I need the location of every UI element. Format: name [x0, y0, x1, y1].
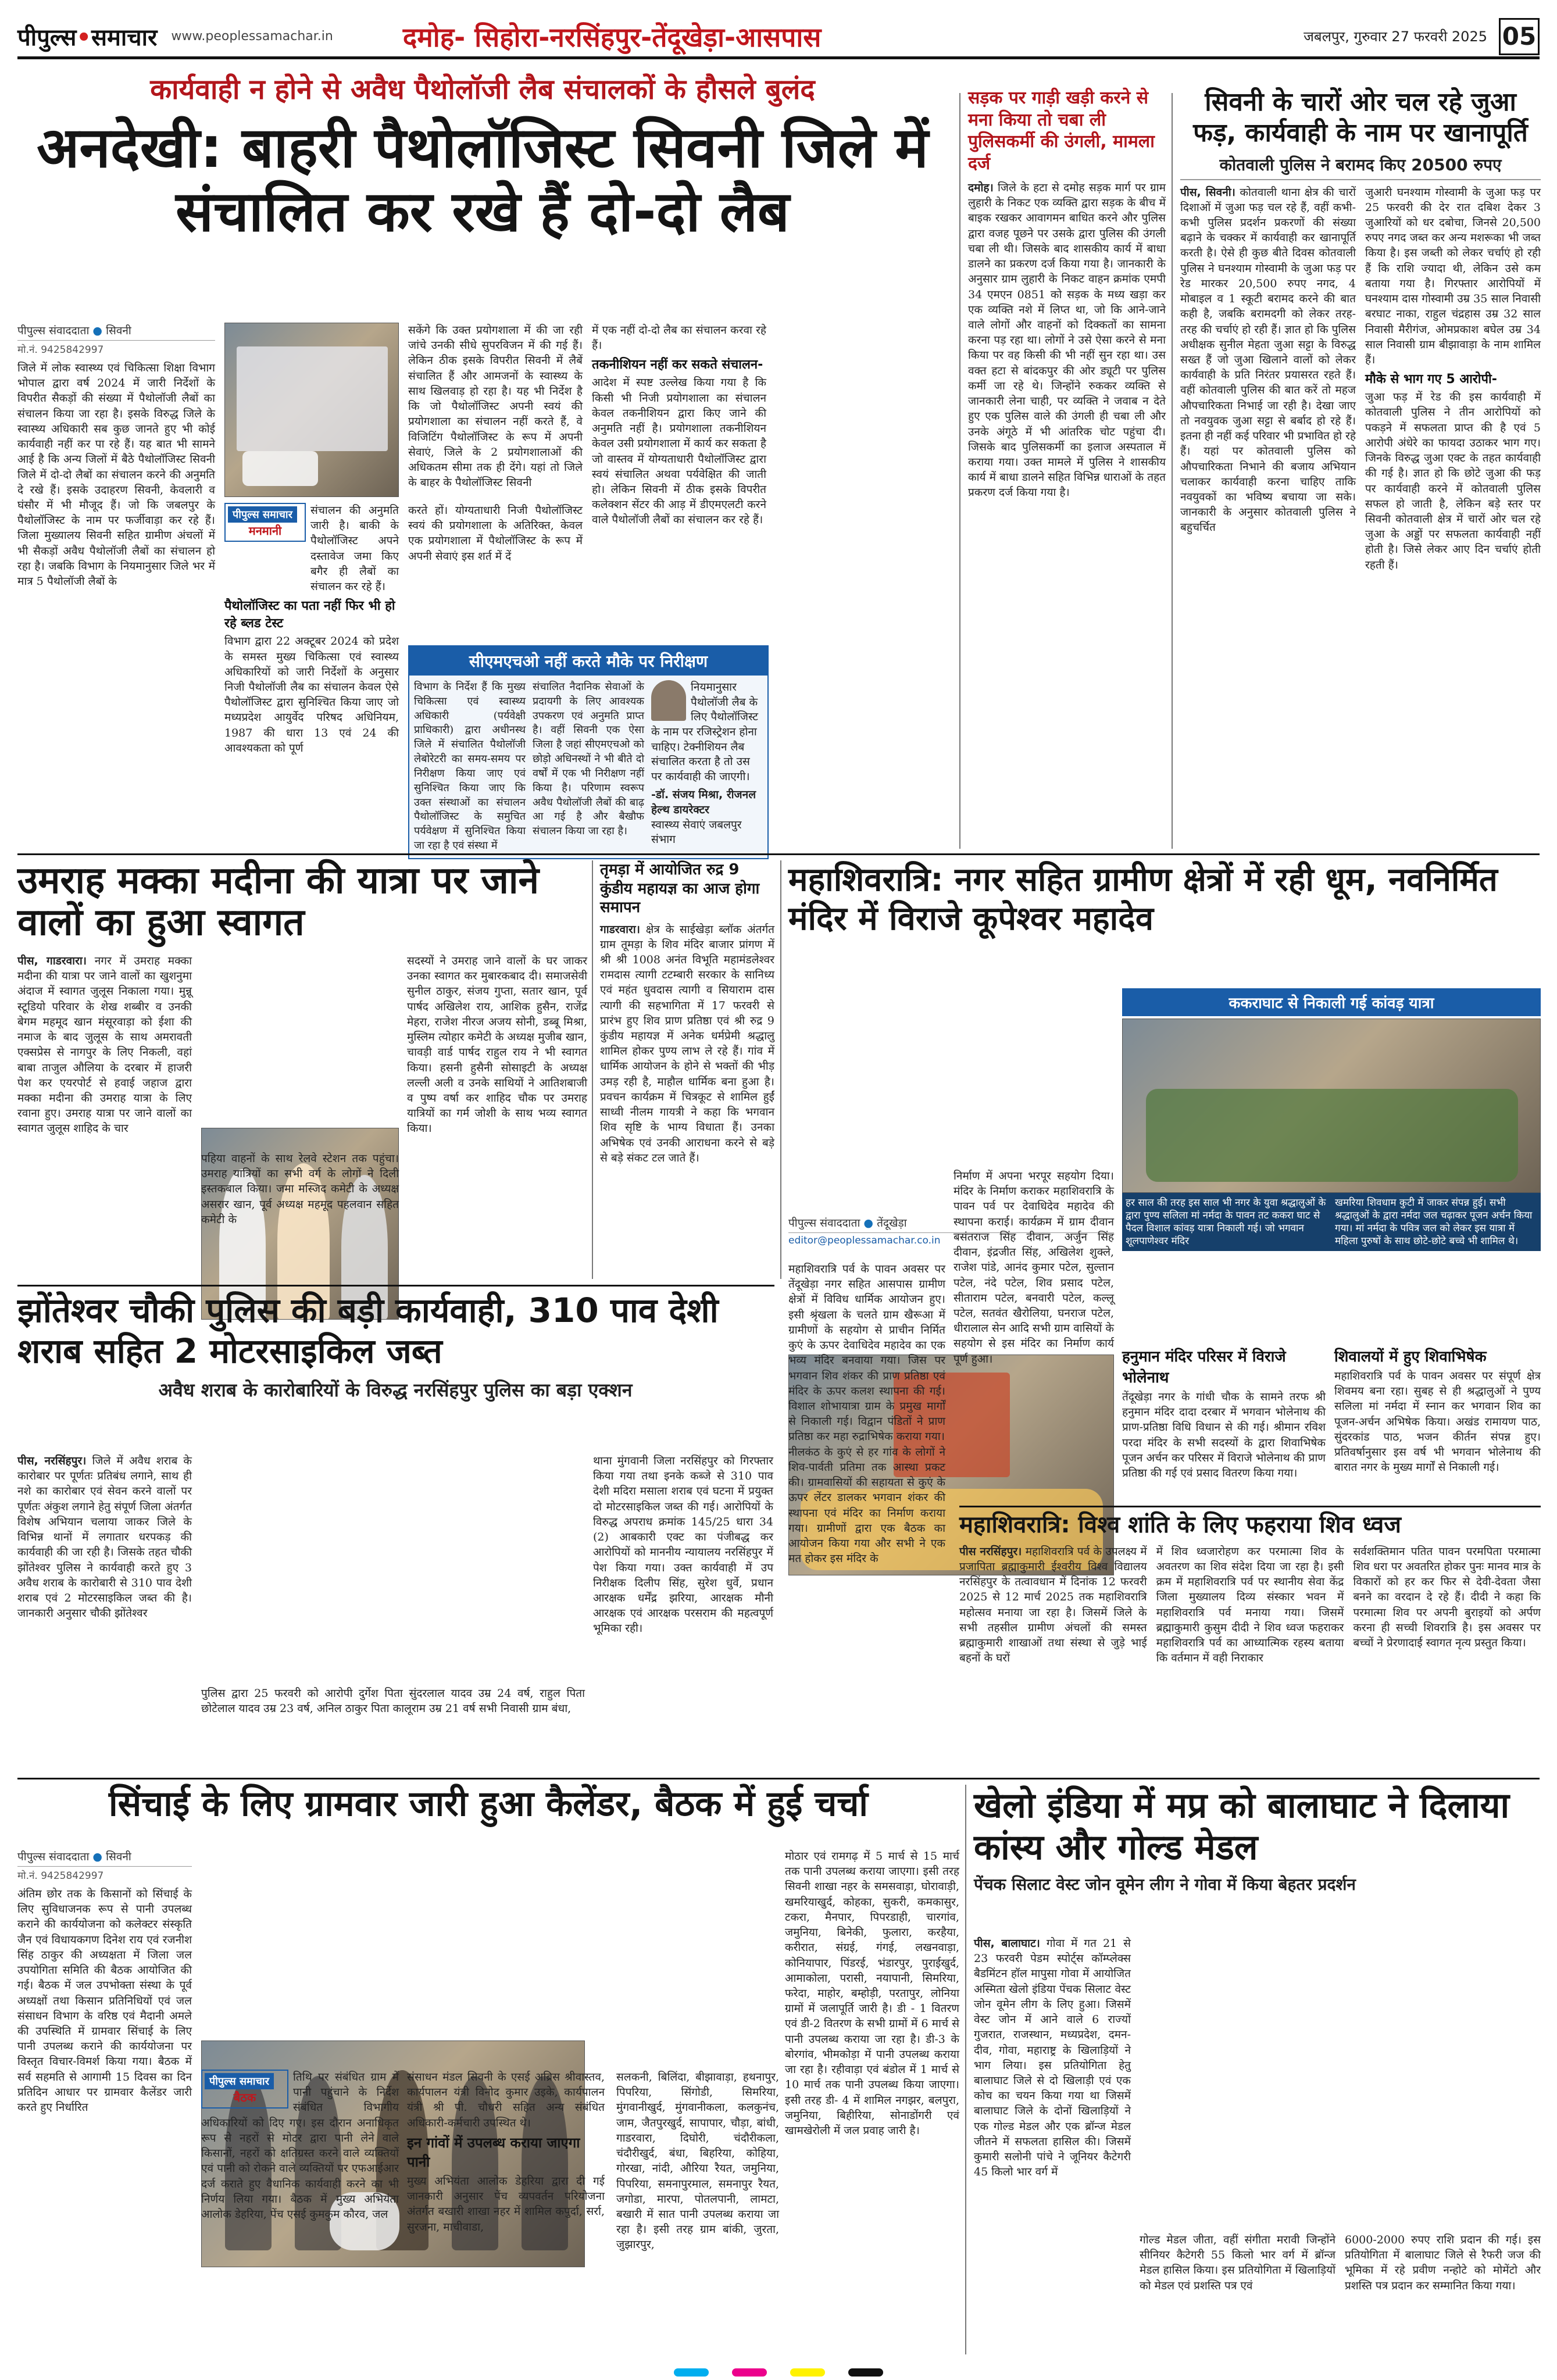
police-bite-text: दमोह। जिले के हटा से दमोह सड़क मार्ग पर ग्राम लुहारी के निकट एक व्यक्ति द्वारा सड़क के बीच में बाइक रखकर आवागमन बाधित करने और पुलिस द्वारा वजह पूछने पर उसके द्वारा पुलिस की उंगली चबा ली थी। जिसके बाद शासकीय कार्य में बाधा डालने का प्रकरण दर्ज किया गया है। जानकारी के अनुसार ग्राम लुहारी के निकट वाहन क्रमांक एमपी 34 एमएन 0851 को सड़क के मध्य खड़ा कर एक व्यक्ति नशे में लिप्त था, जो कि आने-जाने वाले लोगों और वाहनों को दिक्कतों का सामना करना पड़ रहा था। लोगों ने उसे ऐसा करने से मना किया पर वह किसी की भी नहीं सुन रहा था। उस वक्त हटा से बांदकपुर की ओर ड्यूटी पर पुलिस कर्मी जा रहे थे। जिन्होंने रुककर व्यक्ति से जानकारी लेना चाही, पर व्यक्ति ने जवाब न देते हुए एक पुलिस वाले की उंगली ही चबा ली और उनके अंगूठे में भी आंतरिक चोट पहुंचा दी। जिसके बाद पुलिसकर्मी का इलाज अस्पताल में कराया गया। उक्त मामले में पुलिस ने शासकीय कार्य में बाधा डालने सहित विभिन्न धाराओं के तहत प्रकरण दर्ज किया गया है। — [968, 181, 1166, 499]
kanwar-block — [1122, 988, 1541, 1251]
official-quote: नियमानुसार पैथोलॉजी लैब के लिए पैथोलॉजिस्ट के नाम पर रजिस्ट्रेशन होना चाहिए। टेक्नीशियन लैब संचालित करता है तो उस पर कार्यवाही की जाएगी। -डॉ. संजय मिश्रा, रीजनल हेल्थ डायरेक्टर स्वास्थ्य सेवाएं जबलपुर संभाग — [651, 681, 758, 846]
lead-col2-subhead: पैथोलॉजिस्ट का पता नहीं फिर भी हो रहे ब्लड टेस्ट — [224, 599, 395, 631]
shivratri-headline: महाशिवरात्रि: नगर सहित ग्रामीण क्षेत्रों में रही धूम, नवनिर्मित मंदिर में विराजे कूपेश्वर महादेव — [788, 861, 1498, 938]
brand-logo: पीपुल्स•समाचार — [17, 24, 158, 51]
jhoteshwar-story — [17, 1291, 773, 1402]
divider — [965, 1785, 966, 2354]
kanwar-strip: ककराघाट से निकाली गई कांवड़ यात्रा — [1122, 988, 1541, 1016]
stamp: पीपुल्स समाचार मनमानी — [224, 503, 306, 542]
lead-col5-subhead: तकनीशियन नहीं कर सकते संचालन- — [592, 358, 763, 373]
lead-byline: पीपुल्स संवाददाता ● सिवनी — [17, 323, 215, 341]
divider — [959, 93, 960, 849]
kanwar-cap2: खमरिया शिवधाम कुटी में जाकर संपन्न हुई। सभी श्रद्धालुओं के द्वारा नर्मदा जल चढ़ाकर पूजन अर्चन किया गया। मां नर्मदा के पवित्र जल को लेकर इस यात्रा में महिला पुरुषों के साथ छोटे-छोटे बच्चे भी शामिल थे। — [1335, 1197, 1533, 1248]
shanti-col1: पीस नरसिंहपुर। महाशिवरात्रि पर्व के उपलक्ष्य में प्रजापिता ब्रह्माकुमारी ईश्वरीय विश्व विद्यालय नरसिंहपुर के तत्वावधान में दिनांक 12 फरवरी 2025 से 12 मार्च 2025 तक महाशिवरात्रि महोत्सव मनाया जा रहा है। जिसमें जिले के सभी तहसील ग्रामीण अंचलों की समस्त ब्रह्माकुमारी शाखाओं तथा संस्था से जुड़े भाई बहनों के घरों — [959, 1545, 1147, 1665]
shivabhishek-sub: शिवालयों में हुए शिवाभिषेक महाशिवरात्रि पर्व के पावन अवसर पर संपूर्ण क्षेत्र शिवमय बना रहा। सुबह से ही श्रद्धालुओं ने पुण्य सलिला मां नर्मदा में स्नान कर भगवान शिव का पूजन-अर्चन अभिषेक किया। अखंड रामायण पाठ, सुंदरकांड पाठ, भजन कीर्तन संपन्न हुए। प्रतिवर्षानुसार इस वर्ष भी भगवान भोलेनाथ की बारात नगर के मुख्य मार्गों से निकाली गई। — [1334, 1348, 1541, 1474]
hanuman-sub: हनुमान मंदिर परिसर में विराजे भोलेनाथ तेंदूखेड़ा नगर के गांधी चौक के सामने तरफ श्री हनुमान मंदिर दादा दरबार में भगवान भोलेनाथ की प्राण-प्रतिष्ठा विधि विधान से की गई। श्रीमान रविश परदा मंदिर के सभी सदस्यों के द्वारा शिवाभिषेक पूजन अर्चन कर परिसर में विराजे भोलेनाथ की प्राण प्रतिष्ठा की गई एवं प्रसाद वितरण किया गया। — [1122, 1348, 1326, 1480]
kanwar-photo — [1122, 1019, 1541, 1193]
shivratri-story — [788, 860, 1541, 938]
lead-col2a-text: संचालन की अनुमति जारी है। बाकी के पैथोलॉजिस्ट अपने दस्तावेज जमा किए बगैर ही लैबों का संचालन कर रहे हैं। — [310, 504, 399, 594]
gambling-sub: कोतवाली पुलिस ने बरामद किए 20500 रुपए — [1180, 153, 1541, 180]
rudra-story — [600, 860, 774, 1166]
divider — [17, 1778, 1540, 1779]
lead-col4 — [408, 324, 583, 490]
irrigation-col4: सलकनी, बिलिंदा, बीझावाड़ा, हथनापुर, पिपरिया, सिंगोडी, सिमरिया, मुंगवानीखुर्द, मुंगवानीकला, कलकुनंच, जाम, जैतपुरखुर्द, सापापार, चौड़ा, बांधी, गाडरवारा, दिघोरी, चंदौरीकला, चंदौरीखुर्द, बंधा, बिहरिया, कोहिया, गोरखा, नांदी, औरिया रैयत, जमुनिया, पिपरिया, समनापुरमाल, समनापुर रैयत, जगोडा, मारपा, पोतलपानी, लामटा, बखारी में सात पानी उपलब्ध कराया जा रहा है। इसी तरह ग्राम बांकी, जुरता, जुझारपुर, — [616, 2071, 779, 2252]
rudra-text: गाडरवारा। क्षेत्र के साईखेड़ा ब्लॉक अंतर्गत ग्राम तूमड़ा के शिव मंदिर बाजार प्रांगण में श्री श्री 1008 अनंत विभूति महामंडलेश्वर रामदास त्यागी टटम्बारी सरकार के सानिध्य एवं महंत धुवदास त्यागी व सियाराम दास त्यागी की सहभागिता में 17 फरवरी से प्रारंभ हुए शिव प्राण प्रतिष्ठा एवं श्री रुद्र 9 कुंडीय महायज्ञ में अनेक धर्मप्रेमी श्रद्धालु शामिल होकर पुण्य लाभ ले रहे हैं। गांव में धार्मिक आयोजन के होने से भक्तों की भीड़ उमड़ रही है, माहौल धार्मिक बना हुआ है। प्रवचन कार्यक्रम में चित्रकूट से शामिल हुईं साध्वी नीलम गायत्री ने कहा कि भगवान शिव सृष्टि के भाग्य विधाता हैं। उनका अभिषेक एवं उनकी आराधना करने से बड़े से बड़े संकट टल जाते हैं। — [600, 923, 774, 1164]
lead-story — [17, 70, 948, 244]
divider — [17, 853, 1540, 855]
irrigation-col3: संसाधन मंडल सिवनी के एसई अब्रिस श्रीवास्तव, कार्यपालन यंत्री विनोद कुमार उइके, कार्यपालन यंत्री श्री पी. चौधरी सहित अन्य संबंधित अधिकारी-कर्मचारी उपस्थित थे। इन गांवों में उपलब्ध कराया जाएगा पानी मुख्य अभियंता आलोक डेहरिया द्वारा दी गई जानकारी अनुसार पेंच व्यपवर्तन परियोजना अंतर्गत बखारी शाखा नहर में शामिल कपुर्दा, सर्रा, सुरजना, माचीवाडा, — [407, 2071, 605, 2234]
irrigation-col2: पीपुल्स समाचार बैठक तिथि पर संबंधित ग्राम में पानी पहुंचाने के निर्देश संबंधित विभागीय अधिकारियों को दिए गए। इस दौरान अनाधिकृत रूप से नहरों से मोटर द्वारा पानी लेने वाले किसानों, नहरों को क्षतिग्रस्त करने वाले व्यक्तियों एवं पानी को रोकने वाले व्यक्तियों पर एफआईआर दर्ज कराते हुए वैधानिक कार्यवाही करने का भी निर्णय लिया गया। बैठक में मुख्य अभियंता आलोक डेहरिया, पेंच एसई कुमकुम कौरव, जल — [201, 2071, 399, 2221]
shanti-col3: सर्वशक्तिमान पतित पावन परमपिता परमात्मा शिव धरा पर अवतरित होकर पुनः मानव मात्र के विकारों को हर कर फिर से देवी-देवता जैसा बनने का वरदान दे रहे हैं। दीदी ने कहा कि परमात्मा शिव पर अपनी बुराइयों को अर्पण करना ही सच्ची शिवरात्रि है। इस अवसर पर बच्चों ने प्रेरणादाई स्वागत नृत्य प्रस्तुत किया। — [1353, 1545, 1541, 1650]
irrigation-stamp: पीपुल्स समाचार बैठक — [201, 2070, 288, 2109]
jhoteshwar-sub: अवैध शराब के कारोबारियों के विरुद्ध नरसिंहपुर पुलिस का बड़ा एक्शन — [158, 1379, 633, 1402]
lead-col2b-text: विभाग द्वारा 22 अक्टूबर 2024 को प्रदेश के समस्त मुख्य चिकित्सा एवं स्वास्थ्य अधिकारियों को जारी निर्देशों के अनुसार निजी पैथोलॉजी लैब का संचालन केवल ऐसे पैथोलॉजिस्ट द्वारा सुनिश्चित किया जाए जो मध्यप्रदेश आयुर्वेद परिषद अधिनियम, 1987 की धारा 13 एवं 24 की आवश्यकता को पूर्ण — [224, 635, 399, 755]
umrah-col2: पहिया वाहनों के साथ रेलवे स्टेशन तक पहुंचा। उमराह यात्रियों का सभी वर्ग के लोगों ने दिली इस्तकबाल किया। जमा मस्जिद कमेटी के अध्यक्ष असरार खान, पूर्व अध्यक्ष महमूद पहलवान सहित कमेटी के — [201, 1152, 399, 1226]
lead-headline: अनदेखी: बाहरी पैथोलॉजिस्ट सिवनी जिले में संचालित कर रखे हैं दो-दो लैब — [37, 115, 929, 245]
gambling-col2: जुआरी घनश्याम गोस्वामी के जुआ फड़ पर 25 फरवरी की देर रात दबिश देकर 3 जुआरियों को धर दबोचा, जिनसे 20,500 रुपए नगद जब्त कर अन्य मशरूका भी जब्त किया है। इस जब्ती को लेकर चर्चाएं हो रही हैं कि राशि ज्यादा थी, लेकिन उसे कम बताया गया है। गिरफ्तार आरोपियों में घनश्याम दास गोस्वामी उम्र 35 साल निवासी बरघाट नाका, राहुल चंद्रहास उम्र 32 साल निवासी मैरीगंज, ओमप्रकाश बघेल उम्र 34 साल निवासी ग्राम बीझावाड़ा के नाम शामिल हैं। मौके से भाग गए 5 आरोपी- जुआ फड़ में रेड की इस कार्यवाही में कोतवाली पुलिस ने तीन आरोपियों को पकड़ने में सफलता प्राप्त की है एवं 5 आरोपी अंधेरे का फायदा उठाकर भाग गए। जिनके विरुद्ध जुआ एक्ट के तहत कार्यवाही की गई है। ज्ञात हो कि छोटे जुआ की फड़ पर कार्यवाही करने में कोतवाली पुलिस सफल हो जाती है, लेकिन बड़े स्तर पर सिवनी कोतवाली क्षेत्र में चारों ओर चल रहे जुआ के अड्डों पर सफलता कार्यवाही नहीं होती है। जिसे लेकर आए दिन चर्चाएं होती रहती हैं। — [1365, 185, 1541, 571]
khelo-story — [974, 1785, 1541, 1895]
lead-col3-text: करते हों। योग्यताधारी निजी पैथोलॉजिस्ट स्वयं की प्रयोगशाला के अतिरिक्त, केवल एक प्रयोगशाला में पैथोलॉजिस्ट के रूप में अपनी सेवाएं इस शर्त में दें — [408, 504, 583, 563]
masthead — [17, 16, 1540, 59]
lead-col1 — [17, 323, 215, 589]
jhoteshwar-col1: पीस, नरसिंहपुर। जिले में अवैध शराब के कारोबार पर पूर्णतः प्रतिबंध लगाने, साथ ही नशे का कारोबार एवं सेवन करने वालों पर पूर्णतः अंकुश लगाने हेतु संपूर्ण जिला अंतर्गत विशेष अभियान चलाया जाकर जिले के विभिन्न थानों में लगातार धरपकड़ की कार्यवाही की जा रही है। जिसके तहत चौकी झोंतेश्वर पुलिस ने कार्यवाही करते हुए 3 अवैध शराब के कारोबारी से 310 पाव देशी शराब एवं 2 मोटरसाइकिल जब्त की है। जानकारी अनुसार चौकी झोंतेश्वर — [17, 1455, 192, 1620]
lead-col5-text: में एक नहीं दो-दो लैब का संचालन करवा रहे हैं। — [592, 324, 766, 352]
umrah-col3: सदस्यों ने उमराह जाने वालों के घर जाकर उनका स्वागत कर मुबारकबाद दी। समाजसेवी सुनील ठाकुर, संजय गुप्ता, सतार खान, पूर्व पार्षद अखिलेश राय, आशिक हुसैन, राजेंद्र मेहरा, राजेश नीरज अजय सोनी, डब्बू मिश्रा, मुस्लिम त्योहार कमेटी के अध्यक्ष मुजीब खान, चावड़ी वार्ड पार्षद राहुल राय ने भी स्वागत किया। हसनी हुसैनी सोसाइटी के अध्यक्ष लल्ली अली व उनके साथियों ने आतिशबाजी व पुष्प वर्षा कर शाहिद चौक पर उमराह यात्रियों का गर्म जोशी के साथ भव्य स्वागत किया। — [407, 955, 587, 1135]
site-url[interactable]: www.peoplessamachar.in — [171, 29, 333, 44]
shivratri-byline: पीपुल्स संवाददाता ● तेंदूखेड़ा editor@peoplessamachar.co.in — [788, 1215, 1114, 1246]
rudra-headline: तृमड़ा में आयोजित रुद्र 9 कुंडीय महायज्ञ का आज होगा समापन — [600, 861, 760, 916]
cmho-col1: विभाग के निर्देश हैं कि मुख्य चिकित्सा एवं स्वास्थ्य अधिकारी (पर्यवेक्षी प्राधिकारी) द्वारा अधीनस्थ जिले में संचालित पैथोलॉजी लेबोरेटरी का समय-समय पर निरीक्षण किया जाए एवं सुनिश्चित किया जाए कि उक्त संस्थाओं का संचालन पैथोलॉजिस्ट के समुचित पर्यवेक्षण में सुनिश्चित किया जा रहा है एवं संस्था में — [414, 681, 526, 852]
shivratri-col1: महाशिवरात्रि पर्व के पावन अवसर पर तेंदूखेड़ा नगर सहित आसपास ग्रामीण क्षेत्रों में विविध धार्मिक आयोजन हुए। इसी श्रृंखला के चलते ग्राम खैरूआ में ग्रामीणों के सहयोग से प्राचीन निर्मित कुएं के ऊपर देवाधिदेव महादेव का एक भव्य मंदिर बनवाया गया। जिस पर भगवान शिव शंकर की प्राण प्रतिष्ठा एवं मंदिर के ऊपर कलश स्थापना की गई। विशाल शोभायात्रा ग्राम के प्रमुख मार्गों से निकाली गई। विद्वान पंडितों ने प्राण प्रतिष्ठा कर महा रुद्राभिषेक कराया गया। नीलकंठ के कुएं से हर गांव के लोगों ने शिव-पार्वती प्रतिमा तक आस्था प्रकट की। ग्रामवासियों की सहायता से कुएं के ऊपर लेंटर डालकर भगवान शंकर की स्थापना एवं मंदिर का निर्माण कराया गया। ग्रामीणों द्वारा एक बैठक का आयोजन किया गया और सभी ने एक मत होकर इस मंदिर के — [788, 1263, 945, 1566]
police-bite-headline: सड़क पर गाड़ी खड़ी करने से मना किया तो चबा ली पुलिसकर्मी की उंगली, मामला दर्ज — [968, 88, 1155, 174]
lab-building-photo — [224, 323, 399, 497]
cmho-box — [408, 645, 769, 859]
khelo-col1: पीस, बालाघाट। गोवा में गत 21 से 23 फरवरी पेडम स्पोर्ट्स कॉम्प्लेक्स बैडमिंटन हॉल मापुसा गोवा में आयोजित अस्मिता खेलो इंडिया पेंचक सिलाट वेस्ट जोन वूमेन लीग के लिए हुआ। जिसमें वेस्ट जोन में आने वाले 6 राज्यों गुजरात, राजस्थान, मध्यप्रदेश, दमन-दीव, गोवा, महाराष्ट्र के खिलाड़ियों ने भाग लिया। इस प्रतियोगिता हेतु बालाघाट जिले से दो खिलाड़ी एवं एक कोच का चयन किया गया था जिसमें बालाघाट जिले के दोनों खिलाड़ियों ने एक गोल्ड मेडल और एक ब्रॉन्ज मेडल जीतने में सफलता हासिल की। जिसमें कुमारी सलोनी पांचे ने जूनियर कैटेगरी 45 किलो भार वर्ग में — [974, 1937, 1131, 2179]
divider — [17, 1285, 774, 1287]
irrigation-col5: मोठार एवं रामगढ़ में 5 मार्च से 15 मार्च तक पानी उपलब्ध कराया जाएगा। इसी तरह सिवनी शाखा नहर के समसवाड़ा, घोरावाड़ी, खमरियाखुर्द, कोहका, सुकरी, कमकासुर, टकरा, मैनपार, पिपरडाही, चारगांव, जमुनिया, बिनेकी, फुलारा, करहैया, करीरात, संग्रई, गंगई, लखनवाड़ा, कोनियापार, पिंडरई, भंडारपुर, पुराईखुर्द, आमाकोला, परासी, नयापानी, सिमरिया, फरेदा, माहोर, बम्होड़ी, परतापुर, लोनिया ग्रामों में जलापूर्ति जारी है। डी - 1 वितरण एवं डी-2 वितरण के सभी ग्रामों में 6 मार्च से पानी उपलब्ध कराया जा रहा है। डी-3 के बोरगांव, भीमकोड़ा में पानी उपलब्ध कराया जा रहा है। रहीवाड़ा एवं बंडोल में 1 मार्च से 10 मार्च तक पानी उपलब्ध किया जाएगा। इसी तरह डी- 4 में शामिल नगझर, बलपुरा, जमुनिया, बिहीरिया, सोनाडोंगरी एवं खामखेरोली में जल प्रवाह जारी है। — [785, 1850, 959, 2137]
kanwar-cap1: हर साल की तरह इस साल भी नगर के युवा श्रद्धालुओं के द्वारा पुण्य सलिला मां नर्मदा के पावन तट ककरा घाट से पैदल विशाल कांवड़ यात्रा निकाली गई। जो भगवान शूलपाणेश्वर मंदिर — [1126, 1197, 1326, 1248]
irrigation-story — [17, 1785, 959, 1824]
official-portrait — [651, 680, 686, 721]
lead-col1-text: जिले में लोक स्वास्थ्य एवं चिकित्सा शिक्षा विभाग भोपाल द्वारा वर्ष 2024 में जारी निर्देशों के विपरीत सैकड़ों की संख्या में पैथोलॉजी लैबों का संचालन किया जा रहा है। इसके विरुद्ध जिले के स्वास्थ्य अधिकारी सब कुछ जानते हुए भी कोई कार्यवाही नहीं कर पा रहे हैं। यह बात भी सामने आई है कि अन्य जिलों में बैठे पैथोलॉजिस्ट सिवनी जिले में दो-दो लैबों का संचालन करने की अनुमति दे रखे हैं। इसके उदाहरण सिवनी, केवलारी व घंसौर में भी मौजूद हैं। जो कि जबलपुर के पैथोलॉजिस्ट के नाम पर फर्जीवाड़ा कर रहे हैं। जिला मुख्यालय सिवनी सहित ग्रामीण अंचलों में भी सैकड़ों अवैध पैथोलॉजी लैबों का संचालन हो रहा है। जबकि विभाग के नियमानुसार जिले भर में मात्र 5 पैथोलॉजी लैबों के — [17, 362, 215, 588]
seizure-caption: पुलिस द्वारा 25 फरवरी को आरोपी दुर्गेश पिता सुंदरलाल यादव उम्र 24 वर्ष, राहुल पिता छोटेलाल यादव उम्र 23 वर्ष, अनिल ठाकुर पिता कालूराम उम्र 21 वर्ष सभी निवासी ग्राम बंधा, — [201, 1687, 585, 1716]
cmho-col2: संचालित नैदानिक सेवाओं के प्रदायगी के लिए आवश्यक उपकरण एवं अनुमति प्राप्त है। वहीं सिवनी एक ऐसा जिला है जहां सीएमएचओ को छोड़ो अधिनस्थों ने भी बीते दो वर्षों में एक भी निरीक्षण नहीं किया है। परिणाम स्वरूप अवैध पैथोलॉजी लैबों की बाढ़ आ गई है और बैखौफ संचालन किया जा रहा है। — [533, 681, 644, 838]
irrigation-col1: पीपुल्स संवाददाता ● सिवनी मो.नं. 9425842997 अंतिम छोर तक के किसानों को सिंचाई के लिए सुविधाजनक रूप से पानी उपलब्ध कराने की कार्ययोजना को कलेक्टर संस्कृति जैन एवं विधायकगण दिनेश राय एवं रजनीश सिंह ठाकुर की अध्यक्षता में जिला जल उपयोगिता समिति की बैठक आयोजित की गई। बैठक में जल उपभोक्ता संस्था के पूर्व अध्यक्षों तथा किसान प्रतिनिधियों एवं जल संसाधन विभाग के वरिष्ठ एवं मैदानी अमले की उपस्थिति में ग्रामवार सिंचाई के लिए पानी उपलब्ध कराने की कार्ययोजना पर विस्तृत विचार-विमर्श किया गया। बैठक में सर्व सहमति से आगामी 15 दिवस का दिन प्रतिदिन आधार पर ग्रामवार कैलेंडर जारी करते हुए निर्धारित — [17, 1849, 192, 2115]
lead-mobile: मो.नं. 9425842997 — [17, 344, 104, 356]
police-bite-story — [968, 87, 1166, 501]
shivratri-col2: निर्माण में अपना भरपूर सहयोग दिया। मंदिर के निर्माण कराकर महाशिवरात्रि के पावन पर्व पर देवाधिदेव महादेव की स्थापना कराई। कार्यक्रम में ग्राम दीवान बसंतराज सिंह दीवान, अर्जुन सिंह दीवान, इंद्रजीत सिंह, अखिलेश शुक्ले, राजेश पांडे, आनंद कुमार पटेल, सुल्तान पटेल, नंदे पटेल, शिव प्रसाद पटेल, सीताराम पटेल, बनवारी पटेल, कल्लू पटेल, सतवंत खैरोलिया, घनराज पटेल, धीरालाल सेन आदि सभी ग्राम वासियों के सहयोग से इस मंदिर का निर्माण कार्य पूर्ण हुआ। — [954, 1170, 1114, 1366]
divider — [592, 860, 593, 1279]
cmho-box-title: सीएमएचओ नहीं करते मौके पर निरीक्षण — [409, 646, 767, 676]
lead-col5b-text: आदेश में स्पष्ट उल्लेख किया गया है कि किसी भी निजी प्रयोगशाला का संचालन केवल तकनीशियन द्वारा किए जाने की अनुमति नहीं है। प्रयोगशाला तकनीशियन केवल उसी प्रयोगशाला में कार्य कर सकता है जो वास्तव में योग्यताधारी पैथोलॉजिस्ट द्वारा स्वयं संचालित अथवा पर्यवेक्षित की जाती हो। लेकिन सिवनी में ठीक इसके विपरीत कलेक्शन सेंटर की आड़ में डीएमएलटी करने वाले पैथोलॉजी लैबों का संचालन कर रहे हैं। — [592, 376, 766, 527]
gambling-headline: सिवनी के चारों ओर चल रहे जुआ फड़, कार्यवाही के नाम पर खानापूर्ति — [1193, 87, 1528, 148]
page-number: 05 — [1499, 18, 1540, 55]
gambling-col1: पीस, सिवनी। कोतवाली थाना क्षेत्र की चारों दिशाओं में जुआ फड़ चल रहे हैं, वहीं कभी-कभी पुलिस प्रदर्शन प्रकरणों की संख्या बढ़ाने के चक्कर में कार्यवाही कर खानापूर्ति करती है। ऐसे ही कुछ बीते दिवस कोतवाली पुलिस ने घनश्याम गोस्वामी के जुआ फड़ पर रेड मारकर 20,500 रुपए नगद, 4 मोबाइल व 1 स्कूटी बरामद करने की बात कही है, जबकि बरामदगी को लेकर तरह-तरह की चर्चाएं हो रही हैं। ज्ञात हो कि पुलिस अधीक्षक सुनील मेहता जुआ सट्टा के विरुद्ध सख्त हैं जो जुआ खिलाने वालों को लेकर कार्यवाही के प्रति निरंतर प्रयासरत रहते हैं। वहीं कोतवाली पुलिस की बात करें तो महज औपचारिकता निभाई जा रही है। देखा जाए तो नवयुवक जुआ सट्टा से बर्बाद हो रहे हैं। इतना ही नहीं कई परिवार भी प्रभावित हो रहे हैं। यहां पर कोतवाली पुलिस को औपचारिकता निभाने की बजाय अभियान चलाकर कार्यवाही करना चाहिए ताकि नवयुवकों का भविष्य बचाया जा सके। जानकारी के अनुसार कोतवाली पुलिस ने बहुचर्चित — [1180, 185, 1356, 534]
section-title: दमोह- सिहोरा-नरसिंहपुर-तेंदूखेड़ा-आसपास — [402, 21, 822, 53]
shanti-headline: महाशिवरात्रि: विश्व शांति के लिए फहराया शिव ध्वज — [959, 1506, 1541, 1538]
lead-col5 — [592, 323, 766, 528]
jhoteshwar-headline: झोंतेश्वर चौकी पुलिस की बड़ी कार्यवाही, 310 पाव देशी शराब सहित 2 मोटरसाइकिल जब्त — [17, 1291, 719, 1371]
khelo-caption: गोल्ड मेडल जीता, वहीं संगीता मरावी जिन्होंने सीनियर कैटेगरी 55 किलो भार वर्ग में ब्रॉन्ज मेडल हासिल किया। इस प्रतियोगिता में खिलाड़ियों को मेडल एवं प्रशस्ति पत्र एवं 6000-2000 रुपए राशि प्रदान की गई। इस प्रतियोगिता में बालाघाट जिले से रैफरी जज की भूमिका में रहे प्रवीण नन्होटे को मोमेंटो और प्रशस्ति पत्र प्रदान कर सम्मानित किया गया। — [1140, 2234, 1541, 2292]
umrah-headline: उमराह मक्का मदीना की यात्रा पर जाने वालों का हुआ स्वागत — [17, 859, 540, 944]
jhoteshwar-col2: थाना मुंगवानी जिला नरसिंहपुर को गिरफ्तार किया गया तथा इनके कब्जे से 310 पाव देशी मदिरा मसाला शराब एवं घटना में प्रयुक्त दो मोटरसाइकिल जब्त की गई। आरोपियों के विरुद्ध अपराध क्रमांक 145/25 धारा 34 (2) आबकारी एक्ट का पंजीबद्ध कर आरोपियों को माननीय न्यायालय नरसिंहपुर में पेश किया गया। उक्त कार्यवाही में उप निरीक्षक दिलीप सिंह, सुरेश धुर्वे, प्रधान आरक्षक धर्मेंद्र झरिया, आरक्षक मौनी आरक्षक एवं आरक्षक परसराम की महत्वपूर्ण भूमिका रही। — [593, 1455, 773, 1635]
umrah-col1: पीस, गाडरवारा। नगर में उमराह मक्का मदीना की यात्रा पर जाने वालों का खुशनुमा अंदाज में स्वागत जुलूस निकाला गया। मुन्नू स्टूडियो परिवार के शेख शब्बीर व उनकी बेगम महमूद खान मंसूरवाड़ा को ईशा की नमाज के बाद जुलूस के साथ अमरावती एक्सप्रेस से नागपुर के लिए निकली, वहां बाबा ताजुल औलिया के दरबार में हाजरी पेश कर एयरपोर्ट से हवाई जहाज द्वारा मक्का मदीना की उमराह यात्रा के लिए रवाना हुए। उमराह यात्रा पर जाने वालों का स्वागत जुलूस शाहिद के चार — [17, 955, 192, 1135]
khelo-headline: खेलो इंडिया में मप्र को बालाघाट ने दिलाया कांस्य और गोल्ड मेडल — [974, 1785, 1509, 1868]
gambling-story — [1180, 87, 1541, 573]
issue-date: जबलपुर, गुरुवार 27 फरवरी 2025 — [1304, 28, 1487, 45]
khelo-sub: पेंचक सिलाट वेस्ट जोन वूमेन लीग ने गोवा में किया बेहतर प्रदर्शन — [974, 1875, 1356, 1894]
divider — [780, 860, 781, 1279]
lead-kicker: कार्यवाही न होने से अवैध पैथोलॉजी लैब संचालकों के हौसले बुलंद — [150, 73, 815, 106]
umrah-story — [17, 860, 593, 944]
lead-col2 — [224, 503, 399, 756]
lead-col4-text: सकेंगे कि उक्त प्रयोगशाला में की जा रही जांचे उनकी सीधे सुपरविजन में की गई हैं। लेकिन ठीक इसके विपरीत सिवनी में लैबें संचालित हैं और आमजनों के स्वास्थ्य के साथ खिलवाड़ हो रहा है। यह भी निर्देश है कि जो पैथोलॉजिस्ट अपनी स्वयं की प्रयोगशाला का संचालन नहीं करते हैं, वे विजिटिंग पैथोलॉजिस्ट के रूप में अपनी सेवाएं, जिले के 2 प्रयोगशालाओं की अधिकतम सीमा तक ही देंगे। यहां तो जिले के बाहर के पैथोलॉजिस्ट सिवनी — [408, 324, 583, 489]
shanti-col2: में शिव ध्वजारोहण कर परमात्मा शिव के अवतरण का शिव संदेश दिया जा रहा है। इसी क्रम में महाशिवरात्रि पर्व पर स्थानीय सेवा केंद्र जिला मुख्यालय दिव्य संस्कार भवन में महाशिवरात्रि पर्व मनाया गया। जिसमें ब्रह्माकुमारी कुसुम दीदी ने शिव ध्वज फहराकर महाशिवरात्रि पर्व का आध्यात्मिक रहस्य बताया कि वर्तमान में वही निराकार — [1156, 1545, 1344, 1665]
divider — [1172, 93, 1173, 849]
shanti-story — [959, 1506, 1541, 1666]
irrigation-headline: सिंचाई के लिए ग्रामवार जारी हुआ कैलेंडर, बैठक में हुई चर्चा — [109, 1784, 868, 1824]
print-registration-marks — [0, 2365, 1557, 2380]
